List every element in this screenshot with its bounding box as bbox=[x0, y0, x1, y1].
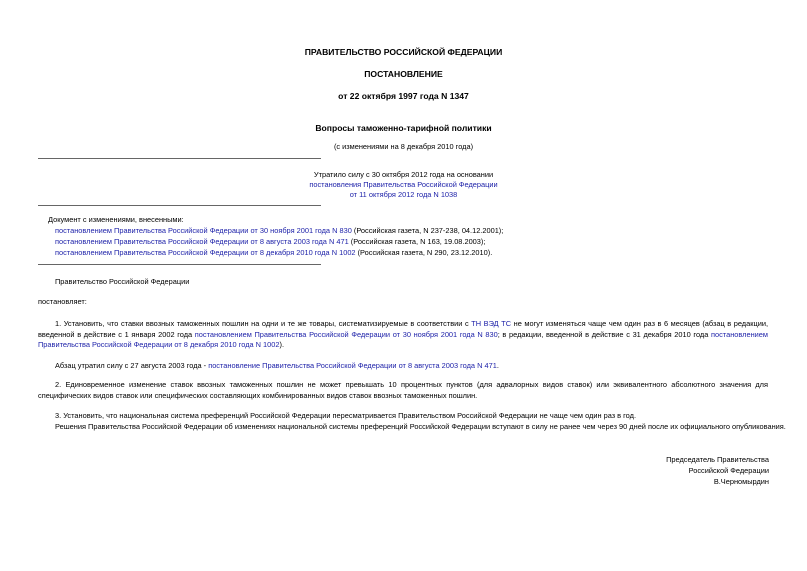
doc-type-heading: ПОСТАНОВЛЕНИЕ bbox=[364, 69, 443, 79]
decree-1002-link[interactable]: постановлением Правительства Российской Федерации от 8 декабря 2010 года N 1002 bbox=[38, 329, 768, 349]
separator-line bbox=[38, 158, 321, 159]
government-line: Правительство Российской Федерации bbox=[55, 277, 190, 286]
amendment-item bbox=[55, 226, 503, 236]
expired-notice-link[interactable]: постановления Правительства Российской Федерации bbox=[309, 180, 498, 189]
paragraph-expired: Абзац утратил силу с 27 августа 2003 года - постановление Правительства Российской Федерации от 8 августа 2003 года N 471. bbox=[55, 361, 499, 370]
amendments-note: (с изменениями на 8 декабря 2010 года) bbox=[333, 142, 474, 151]
decree-word: постановляет: bbox=[38, 297, 87, 306]
date-number-heading: от 22 октября 1997 года N 1347 bbox=[338, 91, 469, 101]
signature-position: Председатель Правительства bbox=[666, 455, 769, 464]
paragraph-1: 1. Установить, что ставки ввозных таможенных пошлин на одни и те же товары, систематизируемые в соответствии с ТН ВЭД ТС не могут изменяться чаще чем один раз в 6 месяцев (абзац в редакции, введенной в действие с 1 января 2002 года постановлением Правительства Российской Федерации от 30 ноября 2001 года N 830; в редакции, введенной в действие с 31 декабря 2010 года постановлением Правительства Российской Федерации от 8 декабря 2010 года N 1002). bbox=[38, 319, 768, 349]
expired-notice-link-date[interactable]: от 11 октября 2012 года N 1038 bbox=[349, 190, 458, 199]
signature-name: В.Черномырдин bbox=[713, 477, 769, 486]
amendment-link[interactable]: постановлением Правительства Российской Федерации от 8 августа 2003 года N 471 bbox=[55, 237, 349, 246]
amendment-source: (Российская газета, N 237-238, 04.12.2001); bbox=[351, 226, 504, 235]
amendments-intro: Документ с изменениями, внесенными: bbox=[48, 215, 184, 224]
amendment-link[interactable]: постановлением Правительства Российской Федерации от 8 декабря 2010 года N 1002 bbox=[55, 248, 356, 257]
amendment-item bbox=[55, 248, 492, 258]
signature-country: Российской Федерации bbox=[688, 466, 769, 475]
government-heading: ПРАВИТЕЛЬСТВО РОССИЙСКОЙ ФЕДЕРАЦИИ bbox=[304, 47, 503, 57]
amendment-item bbox=[55, 237, 485, 247]
decree-471-link[interactable]: постановление Правительства Российской Федерации от 8 августа 2003 года N 471 bbox=[208, 361, 497, 370]
separator-line bbox=[38, 264, 321, 265]
amendment-source: (Российская газета, N 290, 23.12.2010). bbox=[355, 248, 493, 257]
paragraph-3-continued: Решения Правительства Российской Федерации об изменениях национальной системы преференций Российской Федерации вступают в силу не ранее чем через 90 дней после их официального опубликования. bbox=[55, 422, 786, 431]
paragraph-2: 2. Единовременное изменение ставок ввозных таможенных пошлин не может превышать 10 процентных пунктов (для адвалорных видов ставок) или эквивалентного абсолютного значения для специфических видов ставок или специфических составляющих комбинированных видов ставок ввозных таможенных пошлин. bbox=[38, 380, 768, 400]
paragraph-3: 3. Установить, что национальная система преференций Российской Федерации пересматривается Правительством Российской Федерации не чаще чем один раз в год. bbox=[55, 411, 636, 420]
tnved-link[interactable]: ТН ВЭД ТС bbox=[471, 319, 512, 328]
amendment-link[interactable]: постановлением Правительства Российской Федерации от 30 ноября 2001 года N 830 bbox=[55, 226, 352, 235]
amendment-source: (Российская газета, N 163, 19.08.2003); bbox=[348, 237, 486, 246]
separator-line bbox=[38, 205, 321, 206]
expired-notice-line: Утратило силу с 30 октября 2012 года на основании bbox=[313, 170, 494, 179]
decree-830-link[interactable]: постановлением Правительства Российской Федерации от 30 ноября 2001 года N 830 bbox=[194, 329, 498, 339]
document-title: Вопросы таможенно-тарифной политики bbox=[315, 123, 492, 133]
